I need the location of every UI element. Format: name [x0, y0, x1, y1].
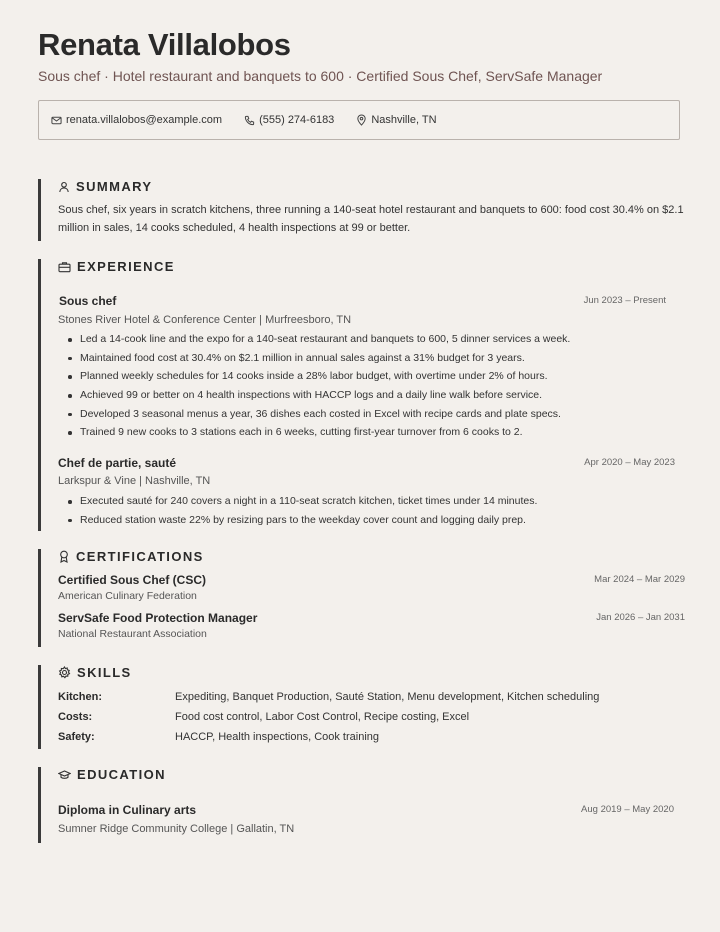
briefcase-icon: [58, 261, 71, 273]
education-dates: Aug 2019 – May 2020: [581, 804, 674, 815]
bullet-item: Maintained food cost at 30.4% on $2.1 million in annual sales against a 31% budget for 3 years.: [60, 349, 570, 368]
email-text: renata.villalobos@example.com: [66, 114, 223, 126]
bullet-item: Planned weekly schedules for 14 cooks inside a 28% labor budget, with overtime under 2% of hours.: [60, 367, 570, 386]
bullet-item: Trained 9 new cooks to 3 stations each in 6 weeks, cutting first-year turnover from 6 cooks to 2.: [60, 423, 570, 442]
skill-value: Food cost control, Labor Cost Control, Recipe costing, Excel: [175, 711, 470, 723]
experience-section: [38, 259, 675, 531]
contact-bar: [38, 100, 680, 140]
summary-heading-row: [58, 179, 152, 194]
graduation-cap-icon: [58, 769, 71, 781]
cert-issuer: National Restaurant Association: [58, 628, 207, 640]
job-dates: Jun 2023 – Present: [583, 295, 666, 306]
skill-value: HACCP, Health inspections, Cook training: [175, 731, 380, 743]
cert-dates: Mar 2024 – Mar 2029: [594, 574, 685, 585]
job-title: Sous chef: [59, 294, 117, 308]
certifications-heading-row: [58, 549, 204, 564]
location-text: Nashville, TN: [371, 114, 437, 126]
job-bullets: [60, 492, 537, 529]
headline: Sous chef · Hotel restaurant and banquets to 600 · Certified Sous Chef, ServSafe Manager: [38, 68, 603, 84]
education-heading-row: [58, 767, 166, 782]
cert-issuer: American Culinary Federation: [58, 590, 197, 602]
map-pin-icon: [356, 114, 367, 126]
school-name: Sumner Ridge Community College | Gallatin, TN: [58, 823, 295, 835]
bullet-item: Led a 14-cook line and the expo for a 140-seat restaurant and banquets to 600, 5 dinner services a week.: [60, 330, 570, 349]
bullet-item: Achieved 99 or better on 4 health inspections with HACCP logs and a daily line walk before service.: [60, 386, 570, 405]
bullet-item: Reduced station waste 22% by resizing pars to the weekday cover count and logging daily prep.: [60, 511, 537, 530]
skills-section: [38, 665, 600, 749]
contact-phone[interactable]: [244, 114, 334, 126]
user-icon: [58, 181, 70, 193]
education-heading: EDUCATION: [77, 767, 166, 782]
certifications-section: [38, 549, 685, 647]
job-employer: Stones River Hotel & Conference Center | Murfreesboro, TN: [58, 314, 352, 326]
bullet-item: Executed sauté for 240 covers a night in a 110-seat scratch kitchen, ticket times under 14 minutes.: [60, 492, 537, 511]
contact-email[interactable]: [51, 114, 222, 126]
cert-name: Certified Sous Chef (CSC): [58, 573, 207, 587]
summary-text: Sous chef, six years in scratch kitchens, three running a 140-seat hotel restaurant and banquets to 600: food cost 30.4% on $2.1 million in sales, 14 cooks scheduled, 4 health inspections at 99 or better.: [58, 204, 684, 234]
phone-text: (555) 274-6183: [259, 114, 335, 126]
education-section: [38, 767, 674, 843]
skill-label: Safety:: [58, 731, 95, 743]
experience-heading-row: [58, 259, 175, 274]
certifications-heading: CERTIFICATIONS: [76, 549, 204, 564]
cert-dates: Jan 2026 – Jan 2031: [596, 612, 685, 623]
contact-location: [356, 114, 436, 126]
gear-icon: [58, 666, 71, 679]
skills-heading-row: [58, 665, 132, 680]
skill-label: Kitchen:: [58, 691, 102, 703]
degree-name: Diploma in Culinary arts: [58, 803, 197, 817]
skill-value: Expediting, Banquet Production, Sauté Station, Menu development, Kitchen scheduling: [175, 691, 600, 703]
job-dates: Apr 2020 – May 2023: [584, 457, 675, 468]
cert-name: ServSafe Food Protection Manager: [58, 611, 258, 625]
summary-section: [38, 179, 684, 241]
job-bullets: [60, 330, 570, 442]
experience-heading: EXPERIENCE: [77, 259, 175, 274]
mail-icon: [51, 115, 62, 126]
phone-icon: [244, 115, 255, 126]
job-employer: Larkspur & Vine | Nashville, TN: [58, 475, 211, 487]
award-icon: [58, 550, 70, 563]
skills-heading: SKILLS: [77, 665, 132, 680]
candidate-name: Renata Villalobos: [38, 27, 291, 62]
bullet-item: Developed 3 seasonal menus a year, 36 dishes each costed in Excel with recipe cards and plate specs.: [60, 405, 570, 424]
job-title: Chef de partie, sauté: [58, 456, 177, 470]
skill-label: Costs:: [58, 711, 93, 723]
summary-heading: SUMMARY: [76, 179, 153, 194]
